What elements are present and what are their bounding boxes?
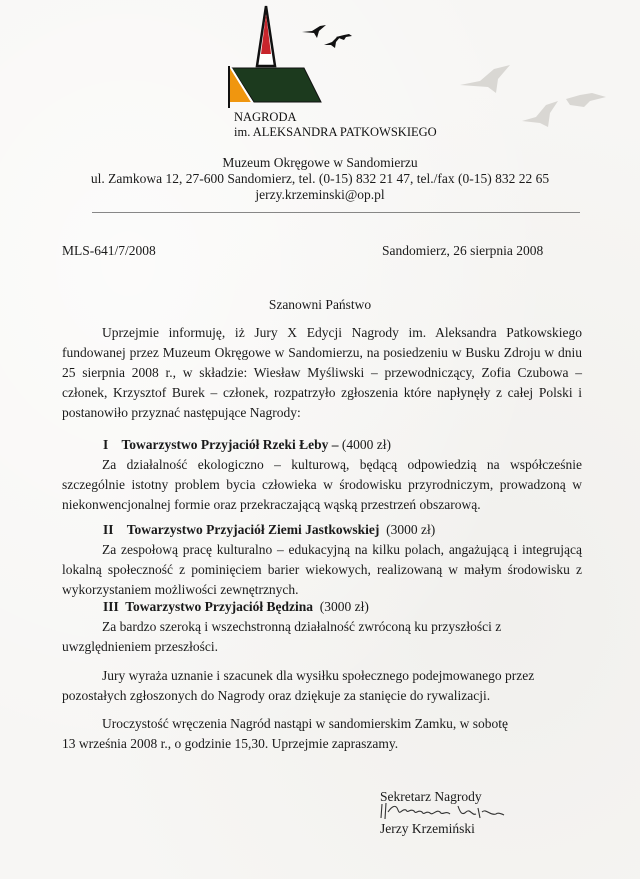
prize-2-description: Za zespołową pracę kulturalno – edukacyjną na kilku polach, angażującą i integrującą lokalną społeczność z pominięciem barier wiekowych, realizowaną w małym środowisku z wykorzystaniem możliwości zewnętrznych.: [62, 542, 582, 597]
header-divider: [92, 212, 580, 213]
handwritten-signature-icon: [378, 800, 508, 822]
prize-2-heading: [103, 522, 435, 538]
signatory-title: Sekretarz Nagrody: [380, 789, 482, 804]
place-date: Sandomierz, 26 sierpnia 2008: [382, 243, 544, 258]
prize-3-heading: [103, 599, 369, 615]
prize-1-name: Towarzystwo Przyjaciół Rzeki Łeby –: [121, 437, 339, 452]
prize-1-rank: I: [103, 437, 109, 452]
prize-1-heading: [103, 437, 391, 453]
award-name-line2: im. ALEKSANDRA PATKOWSKIEGO: [234, 125, 437, 139]
ceremony-paragraph: Uroczystość wręczenia Nagród nastąpi w sandomierskim Zamku, w sobotę 13 września 2008 r., o godzinie 15,30. Uprzejmie zapraszamy.: [62, 716, 509, 751]
reference-number: MLS-641/7/2008: [62, 243, 156, 258]
prize-3-name: Towarzystwo Przyjaciół Będzina: [125, 599, 314, 614]
birds-watermark-icon: [458, 55, 618, 145]
prize-2-rank: II: [103, 522, 114, 537]
prize-2-name: Towarzystwo Przyjaciół Ziemi Jastkowskiej: [126, 522, 380, 537]
institution-name: Muzeum Okręgowe w Sandomierzu: [222, 155, 418, 170]
prize-1-amount: (4000 zł): [341, 437, 391, 452]
prize-1-description: Za działalność ekologiczno – kulturową, będącą odpowiedzią na współcześnie szczególnie istotny problem bycia człowieka w środowisku przyrodniczym, prowadzoną w niekonwencjonalnej formie oraz przekraczającą wąską przestrzeń obszarową.: [62, 457, 582, 512]
church-logo-icon: [224, 4, 364, 108]
institution-email[interactable]: jerzy.krzeminski@op.pl: [255, 187, 385, 202]
prize-3-amount: (3000 zł): [319, 599, 369, 614]
prize-2-amount: (3000 zł): [386, 522, 436, 537]
prize-3-rank: III: [103, 599, 119, 614]
signatory-name: Jerzy Krzemiński: [380, 821, 475, 836]
institution-address: ul. Zamkowa 12, 27-600 Sandomierz, tel. (0-15) 832 21 47, tel./fax (0-15) 832 22 65: [90, 171, 550, 186]
award-name-line1: NAGRODA: [234, 110, 297, 124]
acknowledgement-paragraph: Jury wyraża uznanie i szacunek dla wysiłku społecznego podejmowanego przez pozostałych zgłoszonych do Nagrody oraz dziękuje za stanięcie do rywalizacji.: [62, 668, 535, 703]
prize-3-description: Za bardzo szeroką i wszechstronną działalność zwróconą ku przyszłości z uwzględnieniem przeszłości.: [62, 619, 502, 654]
award-name: [234, 110, 437, 140]
salutation: Szanowni Państwo: [268, 297, 372, 312]
intro-paragraph: Uprzejmie informuję, iż Jury X Edycji Nagrody im. Aleksandra Patkowskiego fundowanej przez Muzeum Okręgowe w Sandomierzu, na posiedzeniu w Busku Zdroju w dniu 25 sierpnia 2008 r., w składzie: Wiesław Myśliwski – przewodniczący, Zofia Czubowa – członek, Krzysztof Burek – członek, rozpatrzyło zgłoszenia które napłynęły z całej Polski i postanowiło przyznać następujące Nagrody:: [62, 325, 582, 420]
